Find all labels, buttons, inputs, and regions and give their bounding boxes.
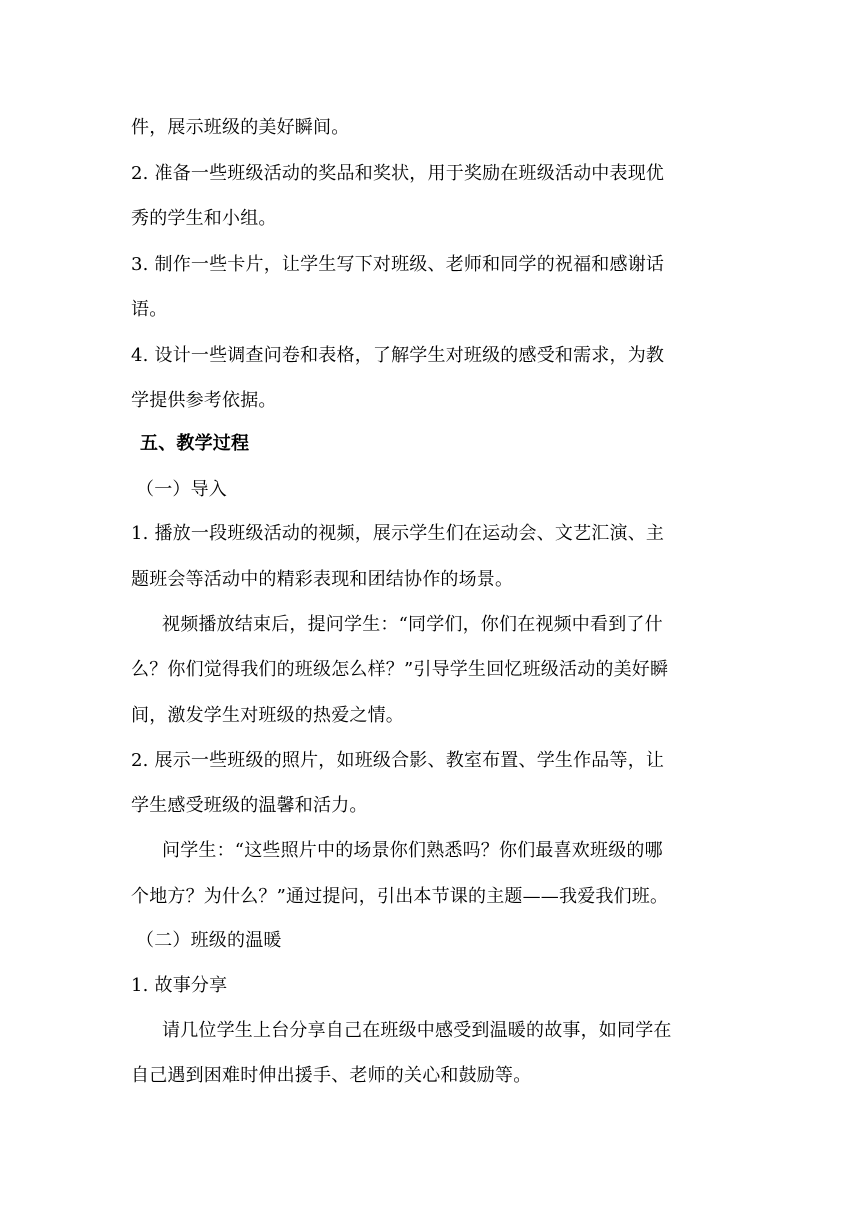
text-line: 件，展示班级的美好瞬间。 — [131, 117, 350, 138]
text-line: 4. 设计一些调查问卷和表格，了解学生对班级的感受和需求，为教 — [131, 345, 665, 366]
text-line: 间，激发学生对班级的热爱之情。 — [131, 705, 404, 726]
text-line: 个地方？为什么？”通过提问，引出本节课的主题——我爱我们班。 — [131, 886, 669, 907]
text-line: 问学生：“这些照片中的场景你们熟悉吗？你们最喜欢班级的哪 — [162, 840, 663, 861]
text-line: 3. 制作一些卡片，让学生写下对班级、老师和同学的祝福和感谢话 — [131, 254, 665, 275]
text-line: 视频播放结束后，提问学生：“同学们，你们在视频中看到了什 — [162, 614, 663, 635]
text-line: 语。 — [131, 299, 168, 320]
subsection-heading: （二）班级的温暖 — [136, 930, 282, 951]
text-line: 请几位学生上台分享自己在班级中感受到温暖的故事，如同学在 — [162, 1020, 672, 1041]
text-line: 题班会等活动中的精彩表现和团结协作的场景。 — [131, 569, 514, 590]
text-line: 自己遇到困难时伸出援手、老师的关心和鼓励等。 — [131, 1065, 532, 1086]
subsection-heading: （一）导入 — [136, 479, 227, 500]
text-line: 么？你们觉得我们的班级怎么样？”引导学生回忆班级活动的美好瞬 — [131, 659, 669, 680]
section-heading: 五、教学过程 — [140, 433, 250, 454]
text-line: 秀的学生和小组。 — [131, 208, 277, 229]
text-line: 1. 播放一段班级活动的视频，展示学生们在运动会、文艺汇演、主 — [131, 523, 665, 544]
text-line: 学生感受班级的温馨和活力。 — [131, 795, 368, 816]
text-line: 2. 展示一些班级的照片，如班级合影、教室布置、学生作品等，让 — [131, 750, 665, 771]
text-line: 1. 故事分享 — [131, 975, 228, 996]
text-line: 2. 准备一些班级活动的奖品和奖状，用于奖励在班级活动中表现优 — [131, 163, 665, 184]
text-line: 学提供参考依据。 — [131, 390, 277, 411]
